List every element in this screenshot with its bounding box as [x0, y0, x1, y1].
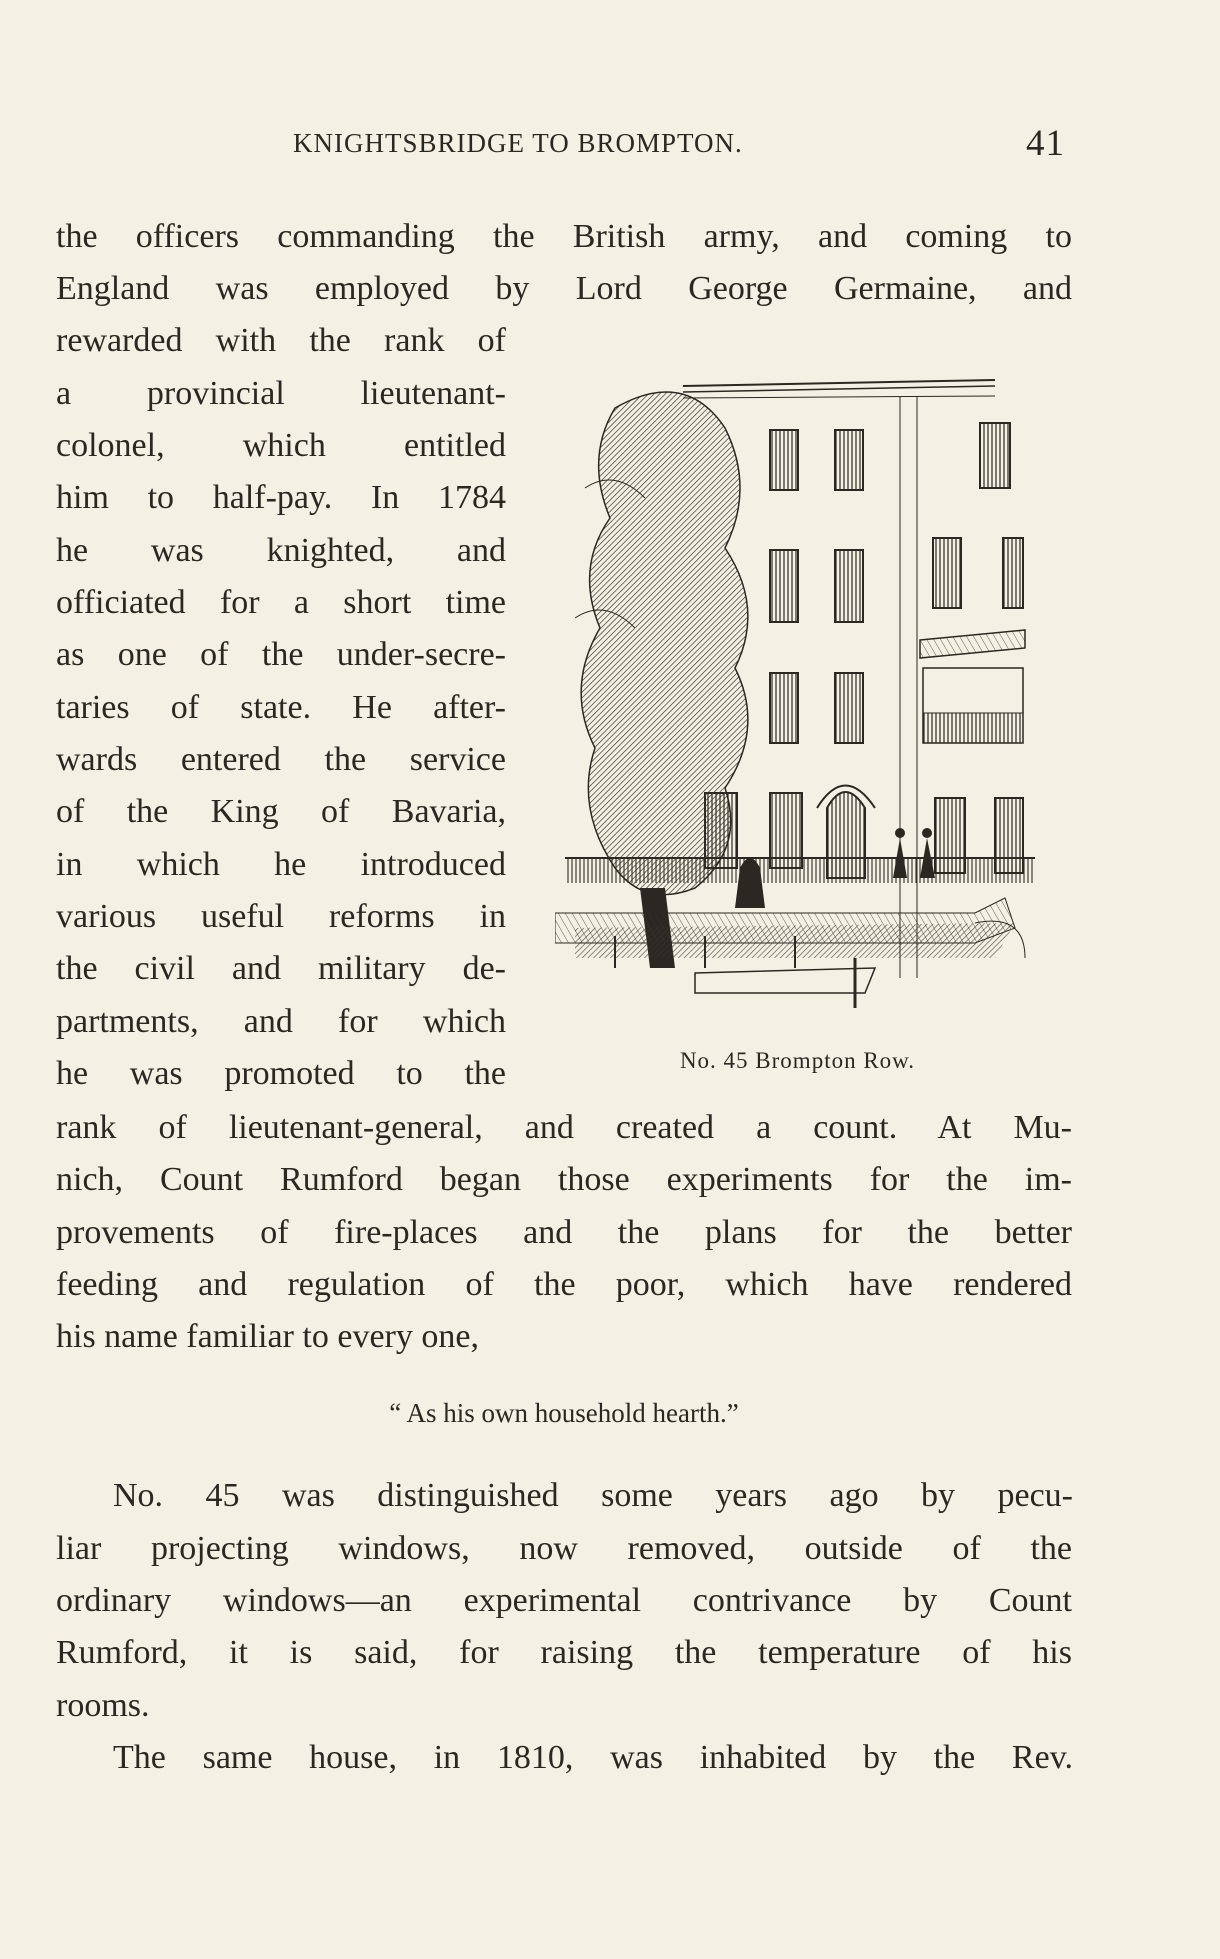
running-header	[285, 122, 1065, 162]
figure-caption: No. 45 Brompton Row.	[679, 1048, 916, 1073]
text-line: he was promoted to the	[56, 1055, 506, 1092]
text-line: he was knighted, and	[56, 532, 506, 569]
text-line: The same house, in 1810, was inhabited by the Rev.	[113, 1739, 1073, 1776]
text-line: taries of state. He after-	[56, 689, 506, 726]
text-line: ordinary windows—an experimental contrivance by Count	[56, 1582, 1072, 1619]
text-line: his name familiar to every one,	[56, 1318, 479, 1355]
text-line: liar projecting windows, now removed, outside of the	[56, 1530, 1072, 1567]
text-line: Rumford, it is said, for raising the temperature of his	[56, 1634, 1072, 1671]
running-title: KNIGHTSBRIDGE TO BROMPTON.	[293, 128, 743, 158]
page-number: 41	[1026, 123, 1065, 164]
text-line: partments, and for which	[56, 1003, 506, 1040]
text-line: him to half-pay. In 1784	[56, 479, 506, 516]
text-line: provements of fire-places and the plans for the better	[56, 1214, 1072, 1251]
text-line: as one of the under-secre-	[56, 636, 506, 673]
text-line: rooms.	[56, 1687, 150, 1724]
text-line: the officers commanding the British army, and coming to	[56, 218, 1072, 255]
text-line: a provincial lieutenant-	[56, 375, 506, 412]
text-line: officiated for a short time	[56, 584, 506, 621]
house-engraving-illustration	[555, 368, 1040, 1038]
text-line: nich, Count Rumford began those experiments for the im-	[56, 1161, 1072, 1198]
block-quote: “ As his own household hearth.”	[389, 1398, 739, 1428]
text-line: wards entered the service	[56, 741, 506, 778]
text-line: in which he introduced	[56, 846, 506, 883]
text-line: the civil and military de-	[56, 950, 506, 987]
text-line: England was employed by Lord George Germaine, and	[56, 270, 1072, 307]
text-line: various useful reforms in	[56, 898, 506, 935]
figure	[555, 368, 1040, 1073]
text-line: of the King of Bavaria,	[56, 793, 506, 830]
text-line: colonel, which entitled	[56, 427, 506, 464]
text-line: rewarded with the rank of	[56, 322, 506, 359]
text-line: rank of lieutenant-general, and created a count. At Mu-	[56, 1109, 1072, 1146]
text-line: feeding and regulation of the poor, which have rendered	[56, 1266, 1072, 1303]
text-line: No. 45 was distinguished some years ago by pecu-	[113, 1477, 1073, 1514]
